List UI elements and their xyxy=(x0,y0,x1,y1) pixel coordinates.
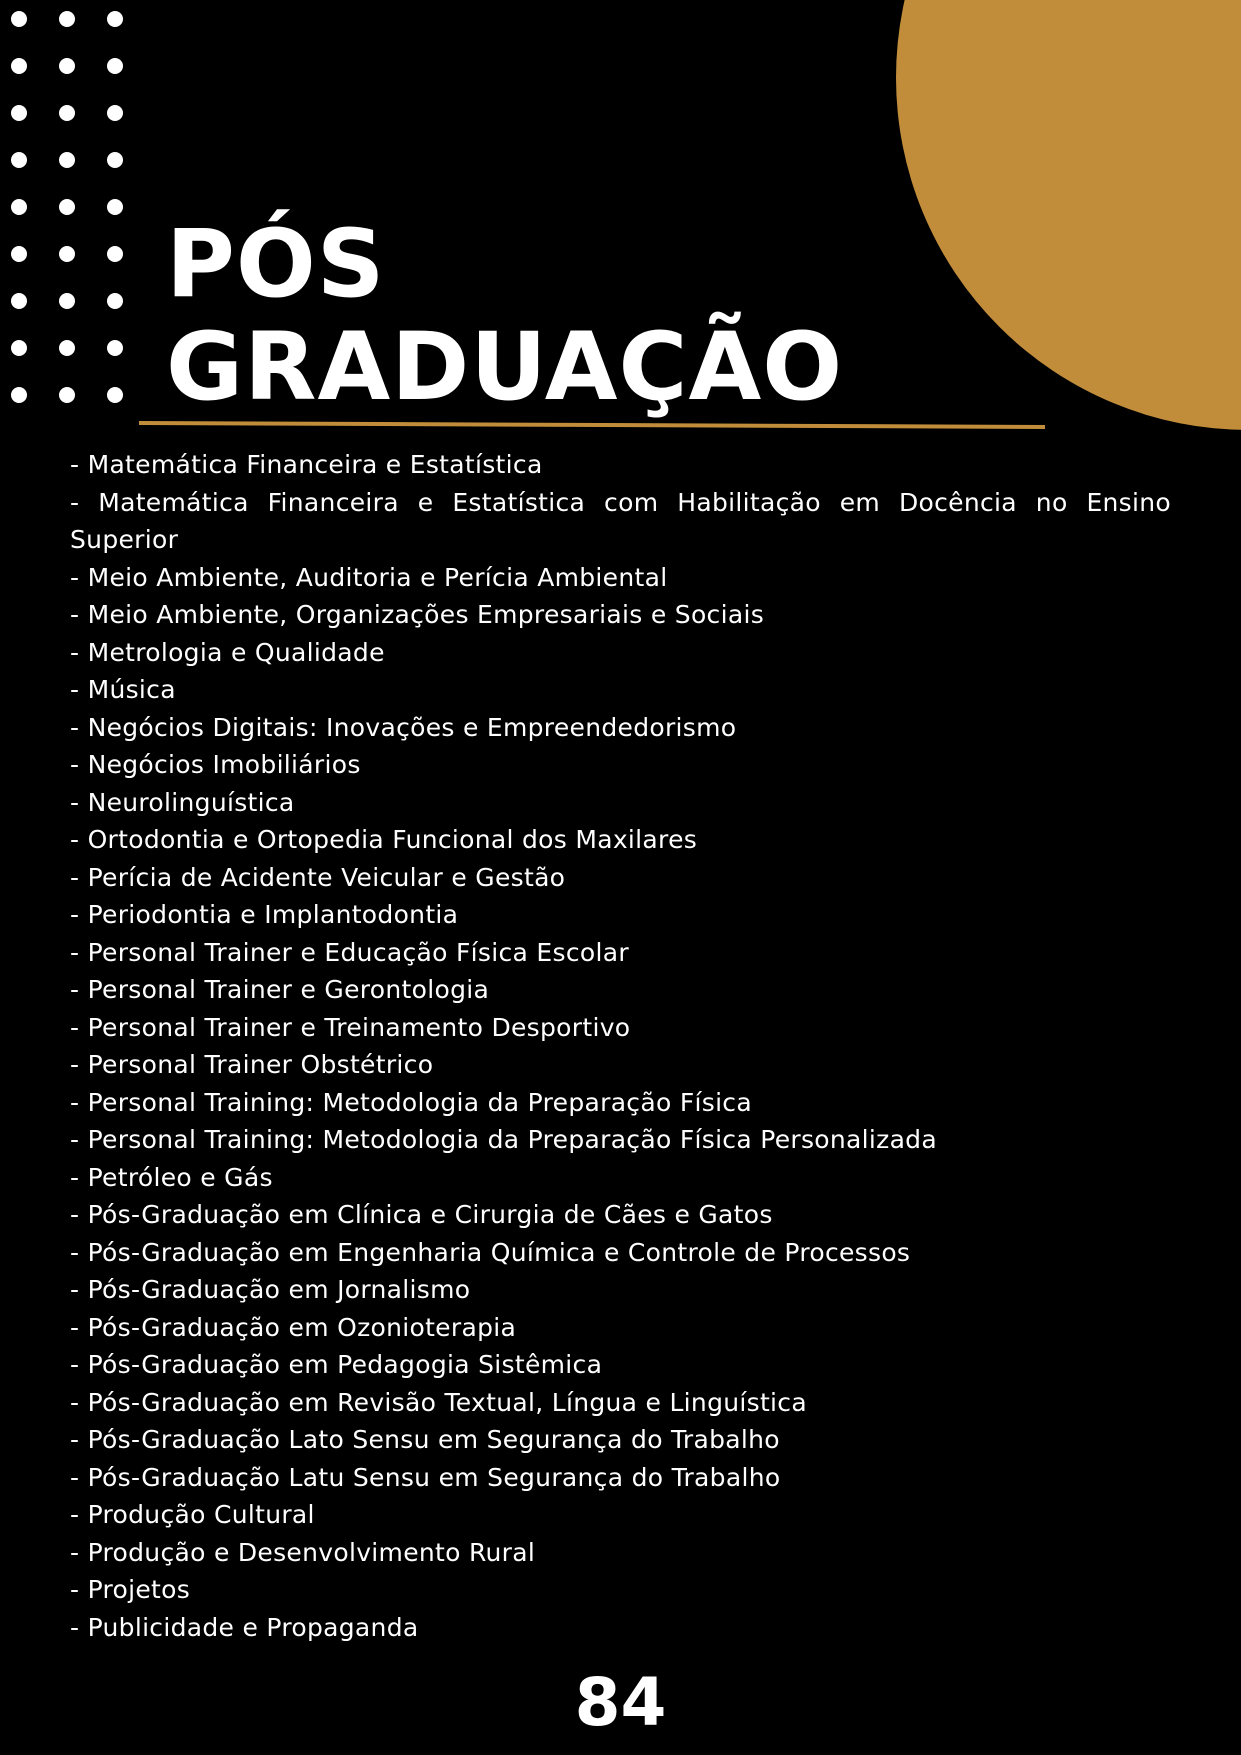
course-item: - Pós-Graduação Latu Sensu em Segurança do Trabalho xyxy=(70,1462,781,1492)
course-item: - Publicidade e Propaganda xyxy=(70,1612,419,1642)
dot-decoration xyxy=(107,199,123,215)
course-item: - Personal Training: Metodologia da Preparação Física xyxy=(70,1087,752,1117)
course-item: - Periodontia e Implantodontia xyxy=(70,900,459,929)
dot-decoration xyxy=(107,246,123,262)
course-item: - Perícia de Acidente Veicular e Gestão xyxy=(70,862,566,892)
course-item: - Pós-Graduação Lato Sensu em Segurança do Trabalho xyxy=(70,1425,780,1454)
course-item: - Matemática Financeira e Estatística com Habilitação em Docência no Ensino Superior xyxy=(70,487,1171,554)
dot-decoration xyxy=(11,105,27,121)
title-line-1: PÓS xyxy=(166,210,386,319)
course-item: - Neurolinguística xyxy=(70,787,295,817)
course-item: - Pós-Graduação em Ozonioterapia xyxy=(70,1312,517,1342)
dot-decoration xyxy=(107,387,123,403)
dot-decoration xyxy=(107,293,123,309)
title-underline xyxy=(139,421,1045,429)
dot-decoration xyxy=(59,199,75,215)
course-list xyxy=(70,446,1171,1646)
dot-decoration xyxy=(59,246,75,262)
title-line-2: GRADUAÇÃO xyxy=(166,313,844,422)
course-item: - Personal Trainer e Educação Física Escolar xyxy=(70,937,629,967)
course-item: - Ortodontia e Ortopedia Funcional dos Maxilares xyxy=(70,825,698,854)
course-item: - Produção e Desenvolvimento Rural xyxy=(70,1537,536,1567)
page-number: 84 xyxy=(574,1664,667,1741)
course-item: - Pós-Graduação em Engenharia Química e Controle de Processos xyxy=(70,1237,911,1267)
course-item: - Música xyxy=(70,675,176,704)
course-item: - Metrologia e Qualidade xyxy=(70,637,385,667)
course-item: - Personal Trainer Obstétrico xyxy=(70,1050,434,1079)
dot-decoration xyxy=(11,246,27,262)
course-item: - Pós-Graduação em Jornalismo xyxy=(70,1275,471,1304)
dot-decoration xyxy=(59,11,75,27)
dot-decoration xyxy=(59,105,75,121)
course-item: - Matemática Financeira e Estatística xyxy=(70,450,543,479)
course-item: - Personal Trainer e Treinamento Desportivo xyxy=(70,1012,631,1042)
course-item: - Pós-Graduação em Revisão Textual, Língua e Linguística xyxy=(70,1387,807,1417)
dot-decoration xyxy=(59,152,75,168)
course-item: - Projetos xyxy=(70,1575,191,1604)
dot-grid-decoration xyxy=(0,0,140,420)
course-item: - Personal Training: Metodologia da Preparação Física Personalizada xyxy=(70,1125,937,1154)
dot-decoration xyxy=(11,199,27,215)
dot-decoration xyxy=(11,340,27,356)
course-item: - Produção Cultural xyxy=(70,1500,315,1529)
dot-decoration xyxy=(107,11,123,27)
course-item: - Pós-Graduação em Pedagogia Sistêmica xyxy=(70,1350,603,1379)
dot-decoration xyxy=(107,340,123,356)
dot-decoration xyxy=(11,293,27,309)
dot-decoration xyxy=(11,58,27,74)
dot-decoration xyxy=(11,152,27,168)
course-item: - Pós-Graduação em Clínica e Cirurgia de Cães e Gatos xyxy=(70,1200,773,1229)
course-item: - Petróleo e Gás xyxy=(70,1162,273,1192)
course-item: - Negócios Imobiliários xyxy=(70,750,361,779)
dot-decoration xyxy=(107,58,123,74)
course-item: - Negócios Digitais: Inovações e Empreendedorismo xyxy=(70,712,737,742)
page-title xyxy=(166,210,844,422)
dot-decoration xyxy=(107,152,123,168)
course-item: - Meio Ambiente, Auditoria e Perícia Ambiental xyxy=(70,562,668,592)
dot-decoration xyxy=(107,105,123,121)
course-item: - Meio Ambiente, Organizações Empresariais e Sociais xyxy=(70,600,765,629)
accent-circle-decoration xyxy=(896,0,1241,430)
dot-decoration xyxy=(11,11,27,27)
dot-decoration xyxy=(59,58,75,74)
course-item: - Personal Trainer e Gerontologia xyxy=(70,975,490,1004)
dot-decoration xyxy=(59,293,75,309)
dot-decoration xyxy=(11,387,27,403)
dot-decoration xyxy=(59,340,75,356)
dot-decoration xyxy=(59,387,75,403)
